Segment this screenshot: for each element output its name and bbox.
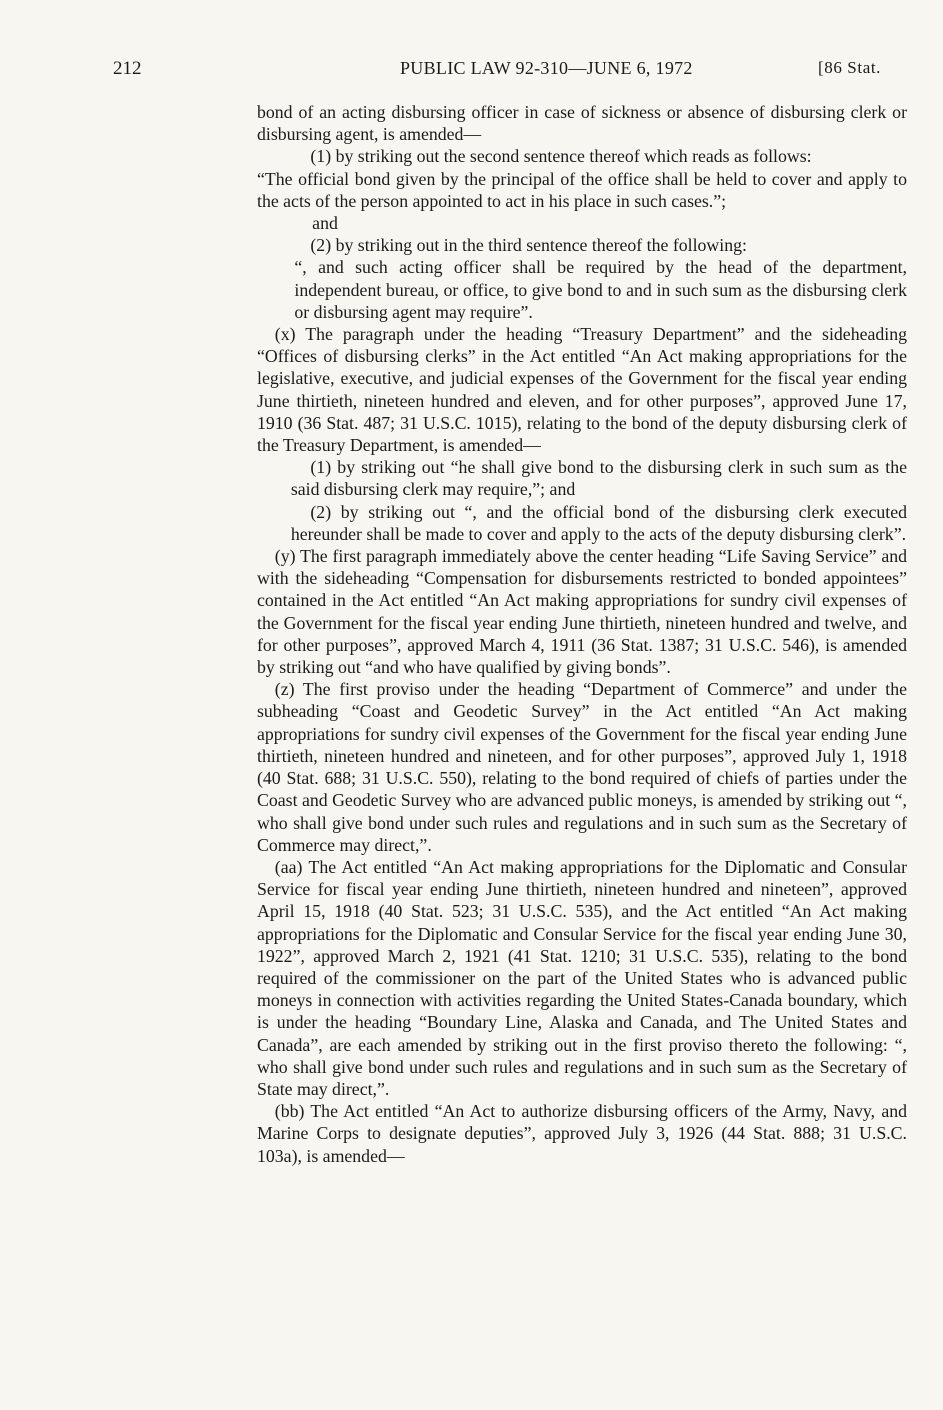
subsection-x: (x) The paragraph under the heading “Treasury Department” and the sideheading “Offices of disbursing clerks” in the Act entitled “An Act making appropriations for the legislative, executive, and judicial expenses of the Government for the fiscal year ending June thirtieth, nineteen hundred and eleven, and for other purposes”, approved June 17, 1910 (36 Stat. 487; 31 U.S.C. 1015), relating to the bond of the deputy disbursing clerk of the Treasury Department, is amended— [257, 324, 907, 456]
subsection-y: (y) The first paragraph immediately above the center heading “Life Saving Service” and with the sideheading “Compensation for disbursements restricted to bonded appointees” contained in the Act entitled “An Act making appropriations for sundry civil expenses of the Government for the fiscal year ending June thirtieth, nineteen hundred and twelve, and for other purposes”, approved March 4, 1911 (36 Stat. 1387; 31 U.S.C. 546), is amended by striking out “and who have qualified by giving bonds”. [257, 546, 907, 678]
running-title: PUBLIC LAW 92-310—JUNE 6, 1972 [400, 58, 693, 78]
quoted-sentence: “The official bond given by the principal of the office shall be held to cover and apply to the acts of the person appointed to act in his place in such cases.”; [257, 168, 907, 211]
statute-reference: [86 Stat. [818, 58, 882, 77]
clause-2: (2) by striking out in the third sentence thereof the following: [310, 235, 747, 256]
conjunction-line: and [312, 213, 338, 234]
subsection-x-clause-2: (2) by striking out “, and the official bond of the disbursing clerk executed hereunder shall be made to cover and apply to the acts of the deputy disbursing clerk”. [290, 501, 907, 544]
subsection-z: (z) The first proviso under the heading “Department of Commerce” and under the subheading “Coast and Geodetic Survey” in the Act entitled “An Act making appropriations for sundry civil expenses of the Government for the fiscal year ending June thirtieth, nineteen hundred and nineteen, and for other purposes”, approved July 1, 1918 (40 Stat. 688; 31 U.S.C. 550), relating to the bond required of chiefs of parties under the Coast and Geodetic Survey who are advanced public moneys, is amended by striking out “, who shall give bond under such rules and regulations and in such sum as the Secretary of Commerce may direct,”. [257, 679, 907, 855]
page-number: 212 [113, 58, 142, 79]
continued-paragraph: bond of an acting disbursing officer in case of sickness or absence of disbursing clerk or disbursing agent, is amended— [257, 102, 907, 145]
subsection-x-clause-1: (1) by striking out “he shall give bond to the disbursing clerk in such sum as the said disbursing clerk may require,”; and [290, 457, 907, 500]
subsection-bb: (bb) The Act entitled “An Act to authorize disbursing officers of the Army, Navy, and Marine Corps to designate deputies”, approved July 3, 1926 (44 Stat. 888; 31 U.S.C. 103a), is amended— [257, 1101, 907, 1166]
quoted-clause: “, and such acting officer shall be required by the head of the department, independent bureau, or office, to give bond to and in such sum as the disbursing clerk or disbursing agent may require”. [294, 257, 907, 322]
page-header [0, 58, 943, 84]
subsection-aa: (aa) The Act entitled “An Act making appropriations for the Diplomatic and Consular Service for fiscal year ending June thirtieth, nineteen hundred and nineteen”, approved April 15, 1918 (40 Stat. 523; 31 U.S.C. 535), and the Act entitled “An Act making appropriations for the Diplomatic and Consular Service for the fiscal year ending June 30, 1922”, approved March 2, 1921 (41 Stat. 1210; 31 U.S.C. 535), relating to the bond required of the commissioner on the part of the United States who is advanced public moneys in connection with activities regarding the United States-Canada boundary, which is under the heading “Boundary Line, Alaska and Canada, and The United States and Canada”, are each amended by striking out in the first proviso thereto the following: “, who shall give bond under such rules and regulations and in such sum as the Secretary of State may direct,”. [257, 856, 907, 1099]
body-text [257, 101, 907, 1167]
clause-1: (1) by striking out the second sentence thereof which reads as follows: [310, 146, 812, 167]
